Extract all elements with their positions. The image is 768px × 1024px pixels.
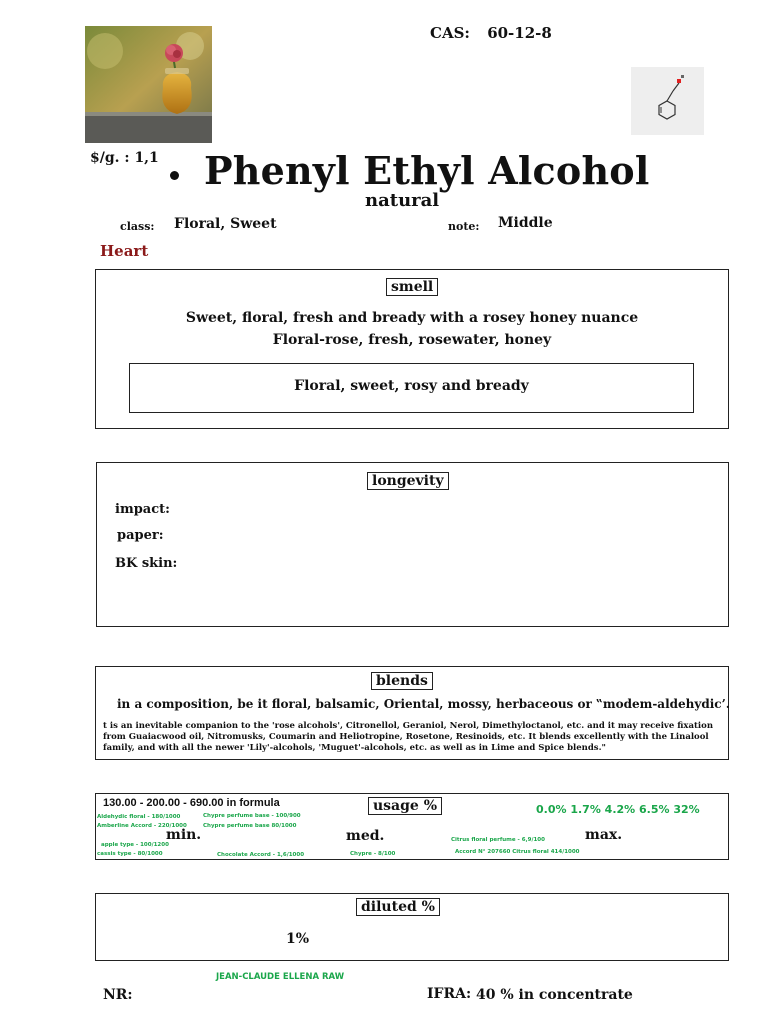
usage-ref: Chypre perfume base 80/1000 [203,823,297,829]
usage-med: med. [346,828,385,844]
smell-summary: Floral, sweet, rosy and bready [294,378,529,394]
price-value: 1,1 [134,150,159,166]
usage-ref: apple type - 100/1200 [101,842,169,848]
page-title: Phenyl Ethyl Alcohol [204,148,650,193]
usage-heading: usage % [368,797,442,815]
usage-percentages: 0.0% 1.7% 4.2% 6.5% 32% [536,803,700,816]
class-label: class: [120,220,155,233]
usage-max: max. [585,827,623,843]
usage-ref: Chypre perfume base - 100/900 [203,813,301,819]
usage-ref: cassis type - 80/1000 [97,851,163,857]
smell-heading: smell [386,278,438,296]
usage-min: min. [166,827,202,843]
chemical-structure-image [631,67,704,135]
ifra-label: IFRA: [427,986,472,1002]
longevity-heading: longevity [367,472,449,490]
usage-ref: Amberline Accord - 220/1000 [97,823,187,829]
cas-number [430,24,552,42]
diluted-heading: diluted % [356,898,440,916]
longevity-paper: paper: [117,528,164,543]
cas-value: 60-12-8 [487,24,552,42]
price-label: $/g. : [90,150,130,166]
longevity-impact: impact: [115,502,170,517]
price-per-gram [90,150,159,166]
note-label: note: [448,220,480,233]
smell-description-1: Sweet, floral, fresh and bready with a rosey honey nuance [185,310,639,326]
bullet-icon [170,171,179,180]
ifra-value: 40 % in concentrate [476,987,633,1003]
rose-honey-photo [85,26,212,143]
smell-description-2: Floral-rose, fresh, rosewater, honey [272,332,552,348]
diluted-value: 1% [286,931,310,947]
page-subtitle: natural [365,190,440,211]
nr-label: NR: [103,987,133,1003]
note-position: Heart [100,242,149,260]
usage-ref: Citrus floral perfume - 6,9/100 [451,837,545,843]
usage-ref: Chocolate Accord - 1,6/1000 [217,852,305,858]
cas-label: CAS: [430,24,470,42]
usage-ref: Chypre - 8/100 [350,851,396,857]
usage-ref: Accord N° 207660 Citrus floral 414/1000 [455,849,580,855]
longevity-bk-skin: BK skin: [115,556,178,571]
blends-body: t is an inevitable companion to the 'rose alcohols', Citronellol, Geraniol, Nerol, Dimethyloctanol, etc. and it may receive fixation from Guaiacwood oil, Nitromusks, Coumarin and Heliotropine, Rosetone, Resinoids, etc. It blends excellently with the Linalool family, and with all the newer 'Lily'-alcohols, 'Muguet'-alcohols, etc. as well as in Lime and Spice blends." [103,721,713,753]
blends-heading: blends [371,672,433,690]
class-value: Floral, Sweet [174,216,277,232]
usage-ref: Aldehydic floral - 180/1000 [97,814,181,820]
note-value: Middle [498,215,553,231]
blends-intro: in a composition, be it floral, balsamic, Oriental, mossy, herbaceous or ‟modem-aldehydic’. [117,697,730,711]
usage-formula: 130.00 - 200.00 - 690.00 in formula [103,797,280,809]
credit-text: JEAN-CLAUDE ELLENA RAW [216,972,345,982]
